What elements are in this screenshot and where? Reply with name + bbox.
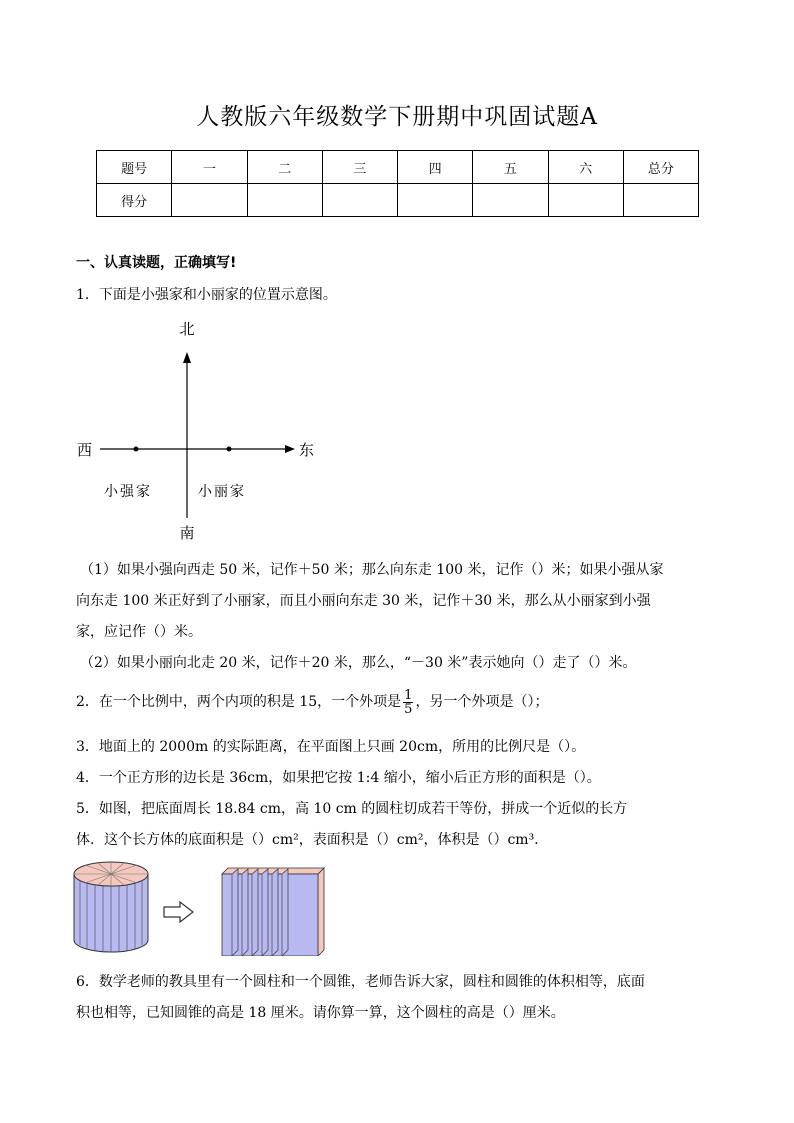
- page-title: 人教版六年级数学下册期中巩固试题A: [196, 104, 598, 130]
- question-5-line1: 5．如图，把底面周长 18.84 cm，高 10 cm 的圆柱切成若干等份，拼成一个近似的长方: [76, 801, 628, 817]
- score-cell[interactable]: [473, 184, 548, 217]
- label-east: 东: [299, 441, 315, 459]
- question-2-text-pre: 2．在一个比例中，两个内项的积是 15，一个外项是: [76, 694, 402, 710]
- label-xiaoqiang-home: 小强家: [104, 484, 152, 500]
- label-xiaoli-home: 小丽家: [198, 484, 246, 500]
- east-arrowhead: [285, 445, 295, 453]
- question-2-text-post: ，另一个外项是（）；: [415, 694, 549, 710]
- xiaoli-point: [227, 447, 232, 452]
- score-header-cell: 二: [247, 151, 322, 184]
- question-1-part1-line2: 向东走 100 米正好到了小丽家，而且小丽向东走 30 米，记作＋30 米，那么从小丽家到小强: [76, 593, 651, 609]
- question-6-line2: 积也相等，已知圆锥的高是 18 厘米。请你算一算，这个圆柱的高是（）厘米。: [76, 1005, 565, 1021]
- label-north: 北: [179, 320, 195, 338]
- score-cell[interactable]: [322, 184, 397, 217]
- score-table: [96, 150, 699, 217]
- north-arrowhead: [183, 352, 191, 363]
- score-header-cell: 总分: [623, 151, 698, 184]
- score-row-label: 得分: [97, 184, 172, 217]
- score-header-cell: 三: [322, 151, 397, 184]
- xiaoqiang-point: [134, 447, 139, 452]
- score-cell[interactable]: [172, 184, 247, 217]
- label-west: 西: [77, 441, 93, 459]
- score-header-cell: 题号: [97, 151, 172, 184]
- question-4: 4．一个正方形的边长是 36cm，如果把它按 1:4 缩小，缩小后正方形的面积是（）。: [76, 770, 601, 786]
- score-header-cell: 六: [548, 151, 623, 184]
- direction-diagram: [70, 312, 330, 542]
- score-header-cell: 五: [473, 151, 548, 184]
- score-cell[interactable]: [623, 184, 698, 217]
- score-cell[interactable]: [398, 184, 473, 217]
- fraction-denominator: 5: [404, 701, 413, 717]
- question-2: [76, 683, 548, 721]
- score-cell[interactable]: [548, 184, 623, 217]
- score-cell[interactable]: [247, 184, 322, 217]
- arrow-right-icon: [162, 900, 196, 924]
- question-1-stem: 1．下面是小强家和小丽家的位置示意图。: [76, 287, 337, 303]
- cuboid-figure: [218, 866, 333, 956]
- question-5-line2: 体．这个长方体的底面积是（）cm²，表面积是（）cm²，体积是（）cm³.: [76, 832, 539, 848]
- score-table-header-row: [97, 151, 699, 184]
- score-header-cell: 一: [172, 151, 247, 184]
- question-1-part1-line3: 家，应记作（）米。: [76, 624, 202, 640]
- section-heading: 一、认真读题，正确填写!: [76, 255, 237, 271]
- question-1-part1-line1: （1）如果小强向西走 50 米，记作＋50 米；那么向东走 100 米，记作（）米；如果小强从家: [80, 562, 664, 578]
- question-6-line1: 6．数学老师的教具里有一个圆柱和一个圆锥，老师告诉大家，圆柱和圆锥的体积相等，底面: [76, 974, 645, 990]
- question-1-part2: （2）如果小丽向北走 20 米，记作＋20 米，那么，“－30 米”表示她向（）走了（）米。: [80, 655, 637, 671]
- score-header-cell: 四: [398, 151, 473, 184]
- fraction-one-fifth: [403, 689, 413, 716]
- cylinder-figure: [72, 856, 152, 956]
- score-table-score-row: [97, 184, 699, 217]
- question-3: 3．地面上的 2000m 的实际距离，在平面图上只画 20cm，所用的比例尺是（）。: [76, 739, 586, 755]
- fraction-numerator: 1: [404, 687, 413, 703]
- label-south: 南: [179, 524, 195, 542]
